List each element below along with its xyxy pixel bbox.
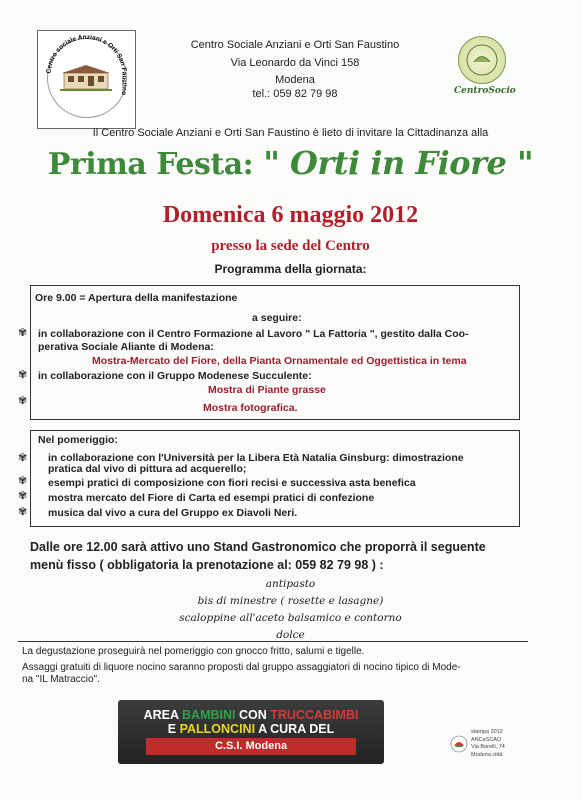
print-credit-line: Modena città [471,751,503,758]
food-line2: menù fisso ( obbligatoria la prenotazione al: 059 82 79 98 ) : [30,558,384,572]
banner-line1 [118,708,384,722]
title-main: " Orti in Fiore " [263,144,534,182]
morning-item1-line2: perativa Sociale Aliante di Modena: [38,341,214,353]
org-phone: tel.: 059 82 79 98 [252,88,338,100]
divider [18,641,528,642]
morning-item2: in collaborazione con il Gruppo Modenese Succulente: [38,370,312,382]
flower-bullet-icon: ✾ [18,369,28,381]
logo-ring-text: Centro sociale Anziani e Orti San Faustino [45,33,128,96]
house-icon [60,63,112,91]
banner-csi: C.S.I. Modena [146,738,356,755]
event-title [0,144,581,182]
program-heading: Programma della giornata: [214,262,367,276]
flower-bullet-icon: ✾ [18,490,28,502]
morning-item3-event: Mostra fotografica. [203,402,298,414]
opening-time: Ore 9.00 = Apertura della manifestazione [35,292,238,304]
menu-item: bis di minestre ( rosette e lasagne) [197,595,384,607]
flower-bullet-icon: ✾ [18,395,28,407]
invitation-line: Il Centro Sociale Anziani e Orti San Faustino è lieto di invitare la Cittadinanza alla [92,127,489,139]
assaggi-note-line1: Assaggi gratuiti di liquore nocino saranno proposti dal gruppo assaggiatori di nocino tipico di Mode- [22,662,461,673]
children-area-banner [118,700,384,764]
flower-bullet-icon: ✾ [18,475,28,487]
banner-area: AREA [143,708,179,722]
banner-a-cura-del: A CURA DEL [258,722,335,736]
morning-item1-event: Mostra-Mercato del Fiore, della Pianta Ornamentale ed Oggettistica in tema [92,355,467,367]
a-seguire: a seguire: [252,312,302,324]
org-city: Modena [275,74,315,86]
ancescao-logo-icon [450,735,468,753]
association-logo [37,30,136,129]
afternoon-heading: Nel pomeriggio: [38,434,118,446]
morning-item2-event: Mostra di Piante grasse [208,384,326,396]
banner-con: CON [238,708,267,722]
afternoon-item1-line2: pratica dal vivo di pittura ad acquerello; [48,463,247,475]
afternoon-item2: esempi pratici di composizione con fiori recisi e successiva asta benefica [48,477,416,489]
print-credit-line: Via Borelli, 74 [471,744,505,750]
centrosocio-seal-icon [458,36,506,84]
menu-item: scaloppine all'aceto balsamico e contorno [179,612,402,624]
afternoon-item1-line1: in collaborazione con l'Università per la Libera Età Natalia Ginsburg: dimostrazione [48,452,464,464]
food-line1: Dalle ore 12.00 sarà attivo uno Stand Gastronomico che proporrà il seguente [30,540,486,554]
org-name: Centro Sociale Anziani e Orti San Faustino [190,39,400,51]
banner-truccabimbi: TRUCCABIMBI [270,708,359,722]
event-venue: presso la sede del Centro [211,238,370,254]
menu-item: antipasto [265,578,316,590]
banner-bambini: BAMBINI [182,708,236,722]
assaggi-note-line2: na "IL Matraccio". [22,674,100,685]
afternoon-item3: mostra mercato del Fiore di Carta ed esempi pratici di confezione [48,492,375,504]
banner-palloncini: PALLONCINI [179,722,256,736]
afternoon-item4: musica dal vivo a cura del Gruppo ex Diavoli Neri. [48,507,298,519]
menu-item: dolce [276,629,305,641]
banner-e: E [167,722,177,736]
print-credit [471,729,505,759]
flower-bullet-icon: ✾ [18,506,28,518]
print-credit-line: ANCeSCAO [471,736,502,743]
banner-line2 [118,722,384,736]
flower-bullet-icon: ✾ [18,327,28,339]
morning-item1-line1: in collaborazione con il Centro Formazione al Lavoro " La Fattoria ", gestito dalla Coo- [38,328,469,340]
seal-label: CentroSocio [454,86,516,96]
event-date: Domenica 6 maggio 2012 [162,202,419,228]
org-address: Via Leonardo da Vinci 158 [230,57,360,69]
print-credit-line: stampa 2012 [471,729,503,735]
degustazione-note: La degustazione proseguirà nel pomeriggio con gnocco fritto, salumi e tigelle. [22,646,365,657]
title-prefix: Prima Festa: [47,147,254,182]
flower-bullet-icon: ✾ [18,452,28,464]
